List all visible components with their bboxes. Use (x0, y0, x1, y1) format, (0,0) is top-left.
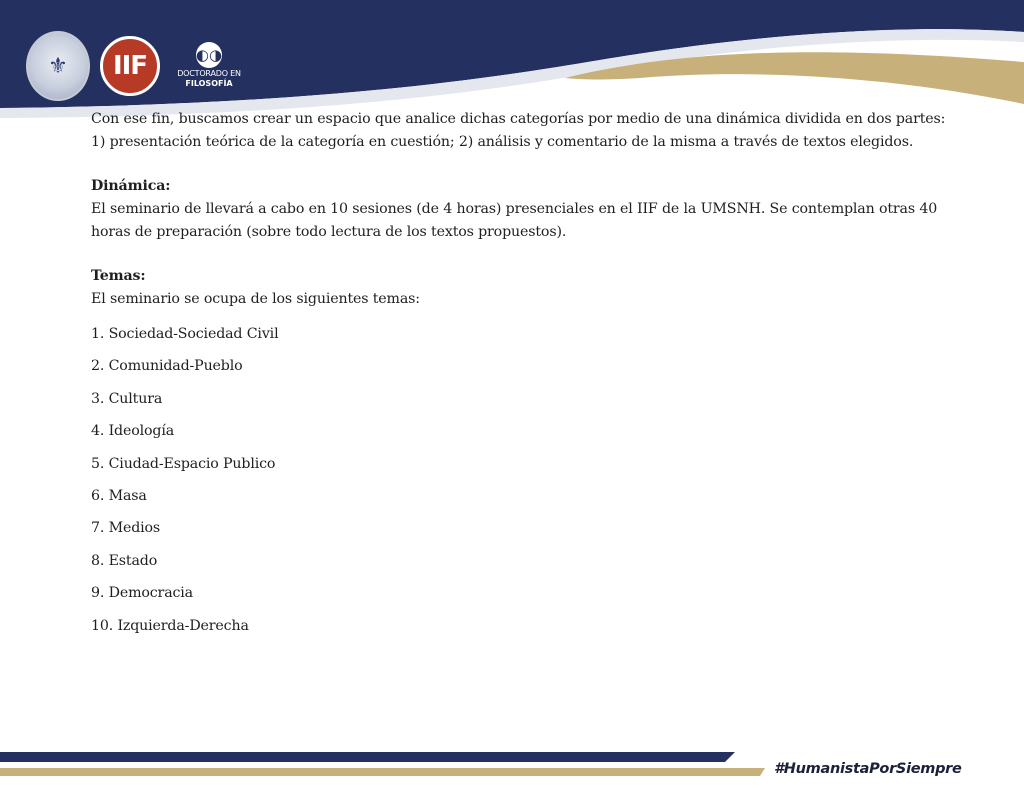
dinamica-paragraph: El seminario de llevará a cabo en 10 sesiones (de 4 horas) presenciales en el IIF de la UMSNH. Se contemplan otras 40 horas de preparación (sobre todo lectura de los textos propuestos). (91, 201, 938, 240)
doctorado-logo-line2: FILOSOFÍA (185, 79, 233, 88)
iif-logo-text: IIF (112, 51, 148, 81)
doctorado-logo-line1: DOCTORADO EN (177, 69, 241, 78)
topic-item: 10. Izquierda-Derecha (91, 617, 249, 634)
temas-heading: Temas: (91, 268, 146, 284)
doctorado-mark-glyph: ◐◑ (195, 46, 223, 64)
university-seal-logo (26, 31, 90, 101)
topic-item: 5. Ciudad-Espacio Publico (91, 455, 276, 472)
hashtag-footer-text: #HumanistaPorSiempre (774, 761, 962, 777)
header-logos (26, 28, 246, 104)
topic-item: 9. Democracia (91, 585, 193, 602)
doctorado-mark-icon (196, 42, 222, 68)
doctorado-logo (172, 40, 246, 92)
dinamica-heading: Dinámica: (91, 178, 171, 194)
document-body (91, 108, 951, 647)
temas-intro: El seminario se ocupa de los siguientes temas: (91, 291, 420, 307)
iif-logo (100, 36, 160, 96)
seal-icon: ⚜ (48, 53, 68, 79)
topic-item: 6. Masa (91, 487, 147, 504)
topic-item: 4. Ideología (91, 423, 175, 440)
topic-item: 1. Sociedad-Sociedad Civil (91, 326, 279, 342)
intro-paragraph: Con ese fin, buscamos crear un espacio que analice dichas categorías por medio de una dinámica dividida en dos partes: 1) presentación teórica de la categoría en cuestión; 2) análisis y comentario de la misma a través de textos elegidos. (91, 111, 946, 150)
topic-item: 2. Comunidad-Pueblo (91, 358, 243, 375)
topic-item: 7. Medios (91, 520, 161, 537)
header-banner (0, 0, 1024, 125)
topics-list (91, 323, 951, 647)
topic-item: 8. Estado (91, 552, 158, 569)
topic-item: 3. Cultura (91, 390, 163, 407)
